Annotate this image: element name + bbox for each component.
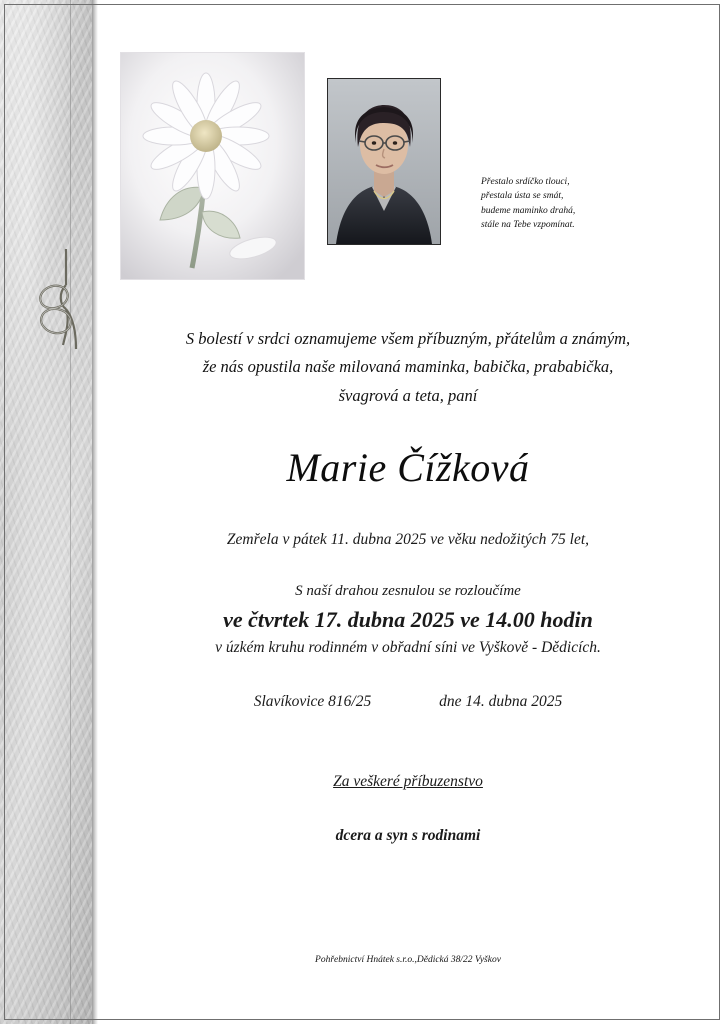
verse-line-2: přestala ústa se smát, xyxy=(481,191,564,202)
ceremony-datetime: ve čtvrtek 17. dubna 2025 ve 14.00 hodin xyxy=(223,607,593,633)
verse-line-4: stále na Tebe vzpomínat. xyxy=(481,219,575,230)
intro-line-1: S bolestí v srdci oznamujeme všem příbuzným, přátelům a známým, xyxy=(185,329,631,348)
family-line: dcera a syn s rodinami xyxy=(335,827,481,845)
relatives-line: Za veškeré příbuzenstvo xyxy=(333,773,483,791)
ceremony-location: v úzkém kruhu rodinném v obřadní síni ve Vyškově - Dědicích. xyxy=(215,639,601,657)
place-and-date xyxy=(98,693,718,711)
deceased-name: Marie Čížková xyxy=(286,445,530,491)
funeral-home-footer: Pohřebnictví Hnátek s.r.o.,Dědická 38/22 Vyškov xyxy=(315,955,501,965)
sender-address: Slavíkovice 816/25 xyxy=(253,693,372,711)
portrait-photo xyxy=(327,78,441,245)
daisy-flower-image xyxy=(120,52,305,280)
announcement-body xyxy=(98,325,718,845)
announcement-intro xyxy=(98,325,718,410)
intro-line-2: že nás opustila naše milovaná maminka, babička, prababička, xyxy=(202,357,614,377)
memorial-verse xyxy=(481,175,661,232)
intro-line-3: švagrová a teta, paní xyxy=(338,385,478,405)
death-date-line: Zemřela v pátek 11. dubna 2025 ve věku nedožitých 75 let, xyxy=(226,531,590,549)
issue-date: dne 14. dubna 2025 xyxy=(439,693,563,711)
band-inner-line xyxy=(70,0,71,1024)
decorative-marble-band xyxy=(0,0,92,1024)
ribbon-bow-icon xyxy=(30,245,100,360)
farewell-lead-line: S naší drahou zesnulou se rozloučíme xyxy=(295,583,521,600)
verse-line-1: Přestalo srdíčko tlouci, xyxy=(481,177,570,187)
verse-line-3: budeme maminko drahá, xyxy=(481,205,576,216)
